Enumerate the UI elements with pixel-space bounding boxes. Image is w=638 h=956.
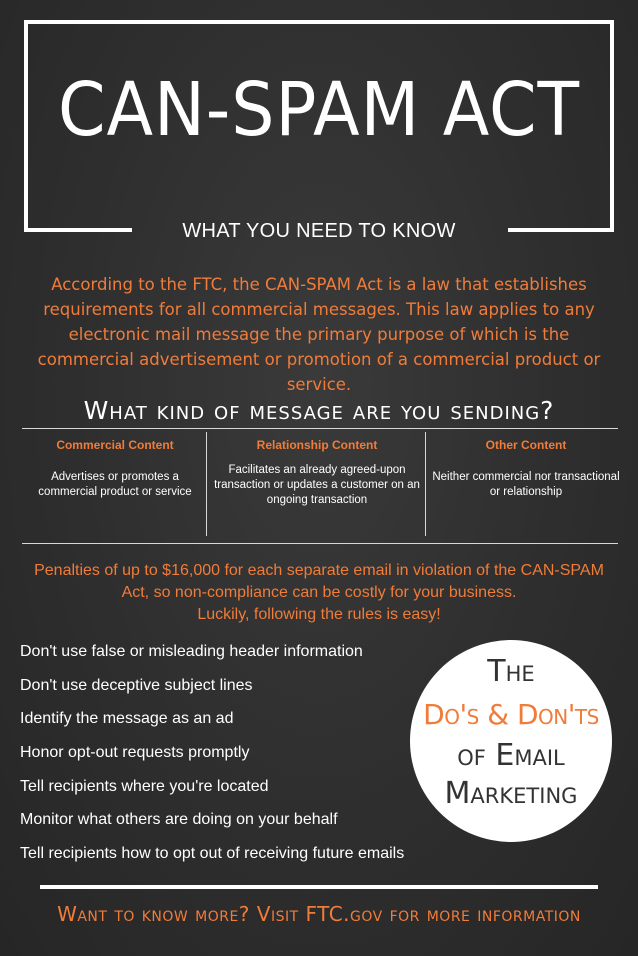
column-heading: Relationship Content: [256, 438, 378, 452]
list-item: Tell recipients how to opt out of receiving future emails: [20, 845, 405, 863]
subtitle: WHAT YOU NEED TO KNOW: [182, 220, 456, 242]
column-description: Neither commercial nor transactional or relationship: [432, 471, 620, 498]
list-item: Monitor what others are doing on your behalf: [20, 811, 338, 829]
penalty-reassurance: Luckily, following the rules is easy!: [197, 606, 441, 623]
footer-rule: [40, 885, 598, 889]
badge-line: Marketing: [444, 776, 578, 811]
badge-line: of Email: [457, 738, 565, 773]
column-heading: Other Content: [485, 438, 567, 452]
commercial-content-column: [30, 438, 200, 500]
badge-highlight: Do's & Don'ts: [423, 698, 599, 731]
dos-donts-list: [20, 640, 404, 876]
other-content-column: [430, 438, 622, 500]
column-divider: [206, 432, 207, 536]
list-item: Don't use false or misleading header information: [20, 643, 363, 660]
intro-paragraph: According to the FTC, the CAN-SPAM Act is a law that establishes requirements for all commercial messages. This law applies to any electronic mail message the primary purpose of which is the commercial advertisement or promotion of a commercial product or service.: [37, 275, 601, 394]
column-heading: Commercial Content: [56, 438, 174, 452]
column-divider: [425, 432, 426, 536]
page-title: CAN-SPAM ACT: [57, 67, 581, 153]
dos-donts-badge: [410, 640, 612, 842]
list-item: Honor opt-out requests promptly: [20, 744, 250, 762]
section-question: What kind of message are you sending?: [83, 396, 555, 425]
table-bottom-rule: [22, 543, 618, 544]
table-top-rule: [22, 428, 618, 429]
penalty-text: Penalties of up to $16,000 for each separate email in violation of the CAN-SPAM Act, so non-compliance can be costly for your business.: [34, 562, 604, 601]
column-description: Facilitates an already agreed-upon transaction or updates a customer on an ongoing transaction: [214, 464, 420, 506]
list-item: Tell recipients where you're located: [20, 777, 269, 795]
list-item: Identify the message as an ad: [20, 710, 234, 728]
footer-call-to-action: Want to know more? Visit FTC.gov for more information: [57, 902, 581, 926]
column-description: Advertises or promotes a commercial product or service: [38, 471, 192, 498]
badge-line: The: [487, 654, 535, 689]
penalty-notice: [20, 560, 618, 626]
relationship-content-column: [212, 438, 422, 508]
list-item: Don't use deceptive subject lines: [20, 676, 253, 694]
